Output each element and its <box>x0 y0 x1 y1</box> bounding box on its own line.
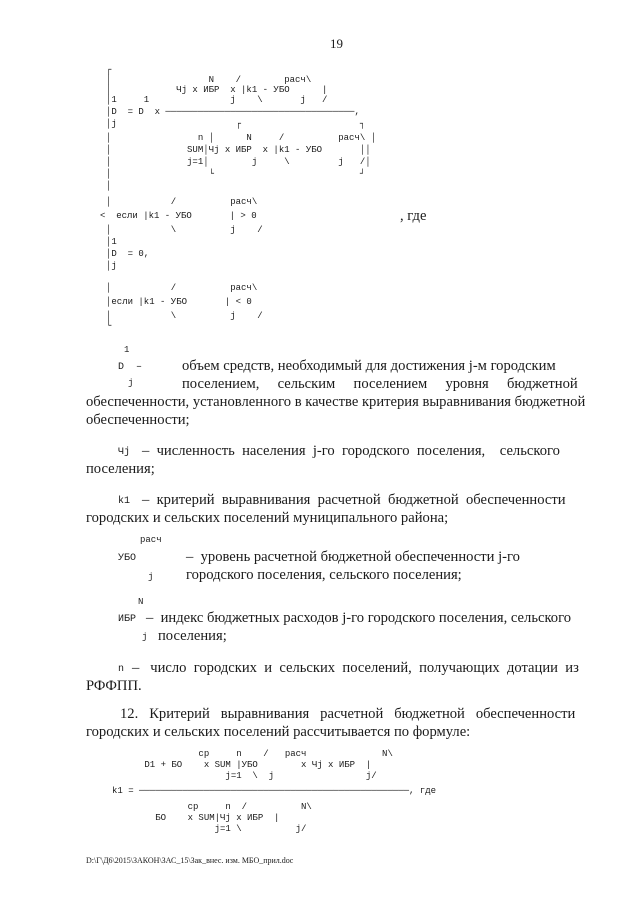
formula-1-line: < если |k1 - УБО | > 0 <box>100 211 257 221</box>
formula-1-line: │D = D x ───────────────────────────────────, <box>106 107 360 117</box>
formula-1-line: │ / расч\ <box>106 283 258 293</box>
formula-2-line: j=1 \ j j/ <box>112 771 377 781</box>
formula-2-line: j=1 \ j/ <box>112 824 307 834</box>
def-ubo-subscript: j <box>148 572 154 582</box>
def-n-text-2: РФФПП. <box>86 678 142 694</box>
formula-1-line: │1 1 j \ j / <box>106 95 328 105</box>
def-d-superscript: 1 <box>124 345 130 355</box>
formula-2-line: cp n / расч N\ <box>112 749 393 759</box>
def-ubo-superscript: расч <box>140 535 162 545</box>
formula-1-line: │если |k1 - УБО | < 0 <box>106 297 252 307</box>
def-ubo-text-2: городского поселения, сельского поселения; <box>186 567 462 583</box>
formula-2-line: cp n / N\ <box>112 802 312 812</box>
page-number: 19 <box>330 36 343 51</box>
def-ibr-subscript: j <box>142 632 148 642</box>
def-d-symbol: D – <box>118 362 143 373</box>
def-d-text-4: обеспеченности; <box>86 412 190 428</box>
def-ch-symbol: Чj <box>118 447 131 458</box>
formula-1-line: │ SUM│Чj x ИБР x |k1 - УБО ││ <box>106 145 371 155</box>
def-ibr-text-1: – индекс бюджетных расходов j-го городского поселения, сельского <box>146 610 572 626</box>
formula-1-line: │D = 0, <box>106 249 150 259</box>
def-d-text-1: объем средств, необходимый для достижения j-м городским <box>182 358 556 374</box>
formula-1-line: │ <box>106 181 112 191</box>
def-k1-symbol: k1 <box>118 496 131 507</box>
def-k1-text-2: городских и сельских поселений муниципального района; <box>86 510 449 526</box>
formula-1-where: , где <box>400 208 427 224</box>
formula-1-line: │ N / расч\ <box>106 75 312 85</box>
formula-1-line: │j <box>106 261 117 271</box>
formula-1-line: │ \ j / <box>106 225 263 235</box>
formula-2-line: D1 + БО x SUM |УБО x Чj x ИБР | <box>112 760 372 770</box>
formula-1-line: └ <box>106 321 112 331</box>
formula-1-line: │ j=1│ j \ j /│ <box>106 157 371 167</box>
formula-2-line: БО x SUM|Чj x ИБР | <box>112 813 280 823</box>
section-12-line-2: городских и сельских поселений рассчитывается по формуле: <box>86 724 471 740</box>
formula-1-line: │ Чj x ИБР x |k1 - УБО | <box>106 85 328 95</box>
formula-1-line: │1 <box>106 237 117 247</box>
def-ch-text-1: – численность населения j-го городского поселения, сельского <box>142 443 560 459</box>
def-d-text-3: обеспеченности, установленного в качестве критерия выравнивания бюджетной <box>86 394 586 410</box>
formula-1-line: │ └ ┘ <box>106 169 366 179</box>
formula-1-line: │ n │ N / расч\ │ <box>106 133 377 143</box>
def-ibr-text-2: поселения; <box>158 628 227 644</box>
def-k1-text-1: – критерий выравнивания расчетной бюджетной обеспеченности <box>142 492 566 508</box>
def-n-symbol: n <box>118 664 125 675</box>
formula-1-line: ┌ <box>106 65 112 75</box>
def-ibr-symbol: ИБР <box>118 614 137 625</box>
formula-2-line: k1 = ──────────────────────────────────────────────────, где <box>112 786 437 796</box>
file-path-footer: D:\Г\Д6\2015\ЗАКОН\ЗАС_15\Зак_внес. изм. МБО_прил.doc <box>86 856 294 865</box>
def-d-subscript: j <box>128 378 134 388</box>
formula-1-line: │ \ j / <box>106 311 263 321</box>
def-d-text-2: поселением, сельским поселением уровня бюджетной <box>182 376 578 392</box>
formula-1-line: │ / расч\ <box>106 197 258 207</box>
section-12-line-1: 12. Критерий выравнивания расчетной бюджетной обеспеченности <box>120 706 576 722</box>
def-n-text-1: – число городских и сельских поселений, получающих дотации из <box>132 660 579 676</box>
def-ch-text-2: поселения; <box>86 461 155 477</box>
def-ubo-symbol: УБО <box>118 553 137 564</box>
def-ubo-text-1: – уровень расчетной бюджетной обеспеченности j-го <box>186 549 520 565</box>
def-ibr-superscript: N <box>138 597 144 607</box>
formula-1-line: │j ┌ ┐ <box>106 119 366 129</box>
